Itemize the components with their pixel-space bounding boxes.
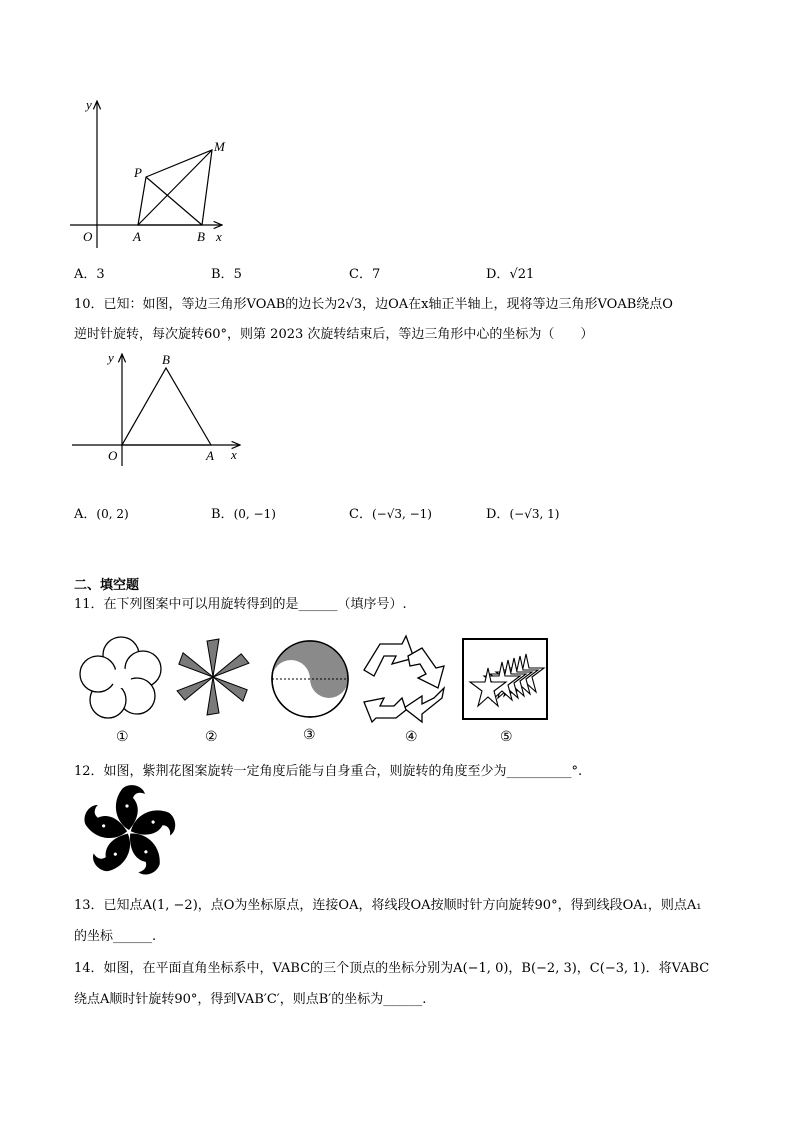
- q10-label-x: x: [231, 447, 237, 462]
- q9-option-a-value: 3: [96, 267, 105, 282]
- q11-figure-1-circles: [80, 637, 162, 719]
- q10-text-line1: 10．已知：如图，等边三角形VOAB的边长为2√3，边OA在x轴正半轴上，现将等边三角形VOAB绕点O: [74, 297, 673, 312]
- q11-figure-2-pinwheel: [173, 637, 253, 717]
- q9-option-a[interactable]: [74, 263, 105, 282]
- q9-option-d[interactable]: [486, 263, 534, 282]
- q9-diagonal-am: [138, 150, 212, 225]
- q9-option-b-value: 5: [233, 267, 242, 282]
- q9-option-c-value: 7: [371, 267, 381, 282]
- q11-figure-3-yinyang: [268, 637, 352, 721]
- q10-option-a-value: (0, 2): [96, 507, 129, 521]
- q11-figure-4-recycle-arrows: [362, 636, 454, 722]
- q11-figure-5-stars-box: [462, 638, 548, 720]
- q10-label-o: O: [108, 448, 118, 463]
- q10-option-b-letter: B．: [211, 507, 234, 522]
- q11-caption-2: ②: [205, 730, 218, 745]
- q10-label-a: A: [206, 448, 214, 463]
- q10-label-b: B: [162, 352, 170, 367]
- q9-label-p: P: [134, 165, 142, 180]
- q10-option-d-letter: D．: [486, 507, 510, 522]
- q10-option-a-letter: A．: [74, 507, 97, 522]
- q10-option-b[interactable]: [211, 503, 276, 522]
- q9-option-d-value: √21: [509, 267, 535, 282]
- q10-option-c-letter: C．: [349, 507, 372, 522]
- q9-option-a-letter: A．: [74, 267, 97, 282]
- q14-text-line1: 14．如图，在平面直角坐标系中，VABC的三个顶点的坐标分别为A(−1, 0)，B(−2, 3)，C(−3, 1)．将VABC: [74, 961, 710, 976]
- q10-option-c-value: (−√3, −1): [371, 507, 432, 521]
- q11-caption-3: ③: [303, 728, 316, 743]
- q9-label-y: y: [86, 97, 92, 112]
- q10-text-line2: 逆时针旋转，每次旋转60°，则第 2023 次旋转结束后，等边三角形中心的坐标为（ ）: [74, 327, 594, 342]
- q10-option-c[interactable]: [349, 503, 432, 522]
- q9-label-m: M: [214, 139, 225, 154]
- q10-option-d[interactable]: [486, 503, 559, 522]
- q12-bauhinia-figure: [78, 782, 180, 882]
- q9-label-o: O: [83, 229, 93, 244]
- q10-figure: [70, 348, 255, 473]
- q9-diagonal-pb: [146, 177, 202, 225]
- q10-option-b-value: (0, −1): [233, 507, 276, 521]
- q12-text: 12．如图，紫荆花图案旋转一定角度后能与自身重合，则旋转的角度至少为__________°.: [74, 764, 583, 779]
- q9-label-b: B: [197, 229, 205, 244]
- q13-text-line2: 的坐标______.: [74, 929, 157, 944]
- q11-caption-4: ④: [405, 730, 418, 745]
- q9-option-b-letter: B．: [211, 267, 234, 282]
- q9-option-b[interactable]: [211, 263, 242, 282]
- q10-label-y: y: [108, 350, 114, 365]
- q10-option-d-value: (−√3, 1): [509, 507, 560, 521]
- q11-caption-1: ①: [116, 730, 129, 745]
- q10-triangle-oab: [122, 368, 211, 445]
- q13-text-line1: 13．已知点A(1, −2)，点O为坐标原点，连接OA，将线段OA按顺时针方向旋转90°，得到线段OA₁，则点A₁: [74, 898, 702, 913]
- section-title-fill-in: 二、填空题: [74, 578, 140, 593]
- q9-option-d-letter: D．: [486, 267, 510, 282]
- q10-option-a[interactable]: [74, 503, 129, 522]
- q9-option-c-letter: C．: [349, 267, 372, 282]
- q9-label-a: A: [133, 229, 141, 244]
- q11-text: 11．在下列图案中可以用旋转得到的是______（填序号）.: [74, 597, 407, 612]
- q9-label-x: x: [216, 229, 222, 244]
- q14-text-line2: 绕点A顺时针旋转90°，得到VAB′C′，则点B′的坐标为______.: [74, 992, 427, 1007]
- q11-caption-5: ⑤: [500, 730, 513, 745]
- q9-figure: [70, 95, 240, 250]
- q9-option-c[interactable]: [349, 263, 380, 282]
